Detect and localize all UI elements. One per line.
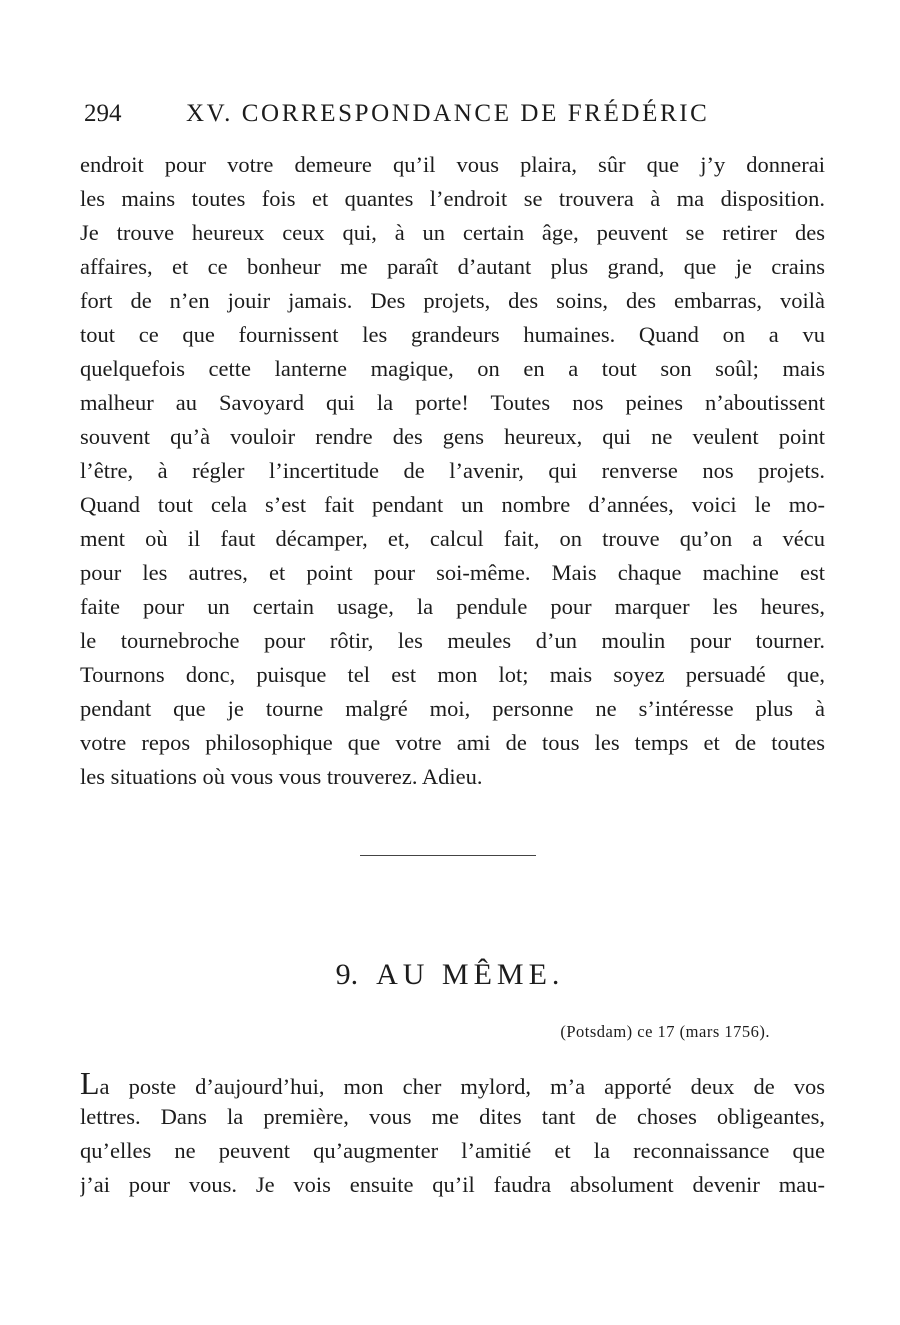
text-line: affaires, et ce bonheur me paraît d’autant plus grand, que je crains (80, 254, 825, 279)
text-line: souvent qu’à vouloir rendre des gens heureux, qui ne veulent point (80, 424, 825, 449)
section-number: 9. (335, 958, 359, 991)
section-heading (0, 958, 900, 992)
text-line: pendant que je tourne malgré moi, personne ne s’intéresse plus à (80, 696, 825, 721)
letter-continued-paragraph (80, 148, 825, 794)
text-line: lettres. Dans la première, vous me dites tant de choses obligeantes, (80, 1104, 825, 1129)
text-line: endroit pour votre demeure qu’il vous plaira, sûr que j’y donnerai (80, 152, 825, 177)
text-line-first (80, 1066, 825, 1100)
text-line: qu’elles ne peuvent qu’augmenter l’amitié et la reconnaissance que (80, 1138, 825, 1163)
text-line: quelquefois cette lanterne magique, on en a tout son soûl; mais (80, 356, 825, 381)
section-divider (360, 855, 536, 856)
section-title: AU MÊME. (376, 958, 565, 991)
letter-dateline: (Potsdam) ce 17 (mars 1756). (560, 1022, 770, 1041)
text-line: l’être, à régler l’incertitude de l’avenir, qui renverse nos projets. (80, 458, 825, 483)
text-line: fort de n’en jouir jamais. Des projets, des soins, des embarras, voilà (80, 288, 825, 313)
letter-new-paragraph (80, 1066, 825, 1202)
text-line: pour les autres, et point pour soi-même. Mais chaque machine est (80, 560, 825, 585)
text-line-last: les situations où vous vous trouverez. Adieu. (80, 764, 483, 789)
drop-cap: L (80, 1066, 100, 1100)
page-number: 294 (84, 100, 122, 127)
text-line: j’ai pour vous. Je vois ensuite qu’il faudra absolument devenir mau- (80, 1172, 825, 1197)
text-line: le tournebroche pour rôtir, les meules d’un moulin pour tourner. (80, 628, 825, 653)
first-line-text: a poste d’aujourd’hui, mon cher mylord, m’a apporté deux de vos (99, 1074, 825, 1099)
text-line: votre repos philosophique que votre ami de tous les temps et de toutes (80, 730, 825, 755)
text-line: Je trouve heureux ceux qui, à un certain âge, peuvent se retirer des (80, 220, 825, 245)
running-header (84, 100, 824, 134)
text-line: les mains toutes fois et quantes l’endroit se trouvera à ma disposition. (80, 186, 825, 211)
text-line: ment où il faut décamper, et, calcul fait, on trouve qu’on a vécu (80, 526, 825, 551)
text-line: faite pour un certain usage, la pendule pour marquer les heures, (80, 594, 825, 619)
text-line: tout ce que fournissent les grandeurs humaines. Quand on a vu (80, 322, 825, 347)
running-title: XV. CORRESPONDANCE DE FRÉDÉRIC (186, 100, 710, 127)
text-line: Quand tout cela s’est fait pendant un nombre d’années, voici le mo- (80, 492, 825, 517)
text-line: Tournons donc, puisque tel est mon lot; mais soyez persuadé que, (80, 662, 825, 687)
text-line: malheur au Savoyard qui la porte! Toutes nos peines n’aboutissent (80, 390, 825, 415)
